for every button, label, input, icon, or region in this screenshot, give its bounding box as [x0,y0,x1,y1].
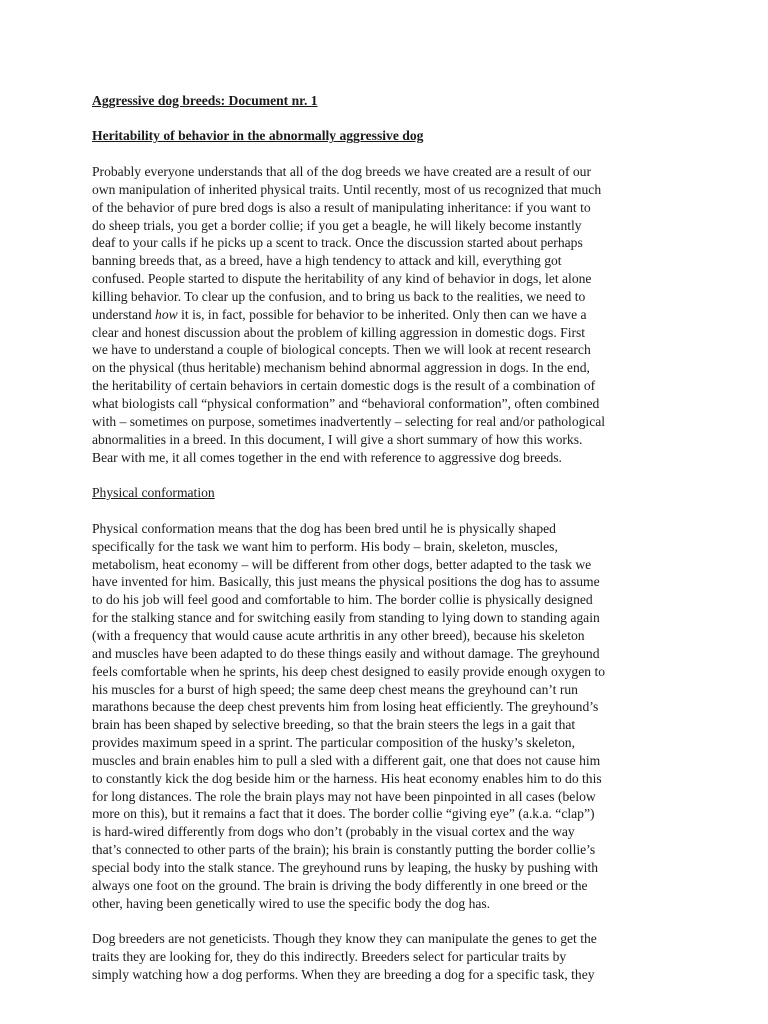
paragraph-line: for long distances. The role the brain plays may not have been pinpointed in all cases (below [92,788,596,804]
paragraph-line: his muscles for a burst of high speed; the same deep chest means the greyhound can’t run [92,681,578,697]
paragraph-line: specifically for the task we want him to perform. His body – brain, skeleton, muscles, [92,538,558,554]
document-title: Aggressive dog breeds: Document nr. 1 [92,93,318,108]
paragraph-line: clear and honest discussion about the problem of killing aggression in domestic dogs. First [92,324,586,340]
paragraph-line: traits they are looking for, they do this indirectly. Breeders select for particular traits by [92,949,567,965]
paragraph-line: Physical conformation means that the dog has been bred until he is physically shaped [92,520,556,536]
document-page [92,92,692,984]
paragraph-line: deaf to your calls if he picks up a scent to track. Once the discussion started about perhaps [92,235,583,251]
paragraph-line: have invented for him. Basically, this just means the physical positions the dog has to assume [92,574,600,590]
section-heading: Physical conformation [92,485,215,501]
spacer [92,466,692,484]
physical-conformation-paragraph [92,520,692,913]
paragraph-line: special body into the stalk stance. The greyhound runs by leaping, the husky by pushing with [92,859,599,875]
paragraph-line: muscles and brain enables him to pull a sled with a different gait, one that does not cause him [92,752,601,768]
paragraph-line: always one foot on the ground. The brain is driving the body differently in one breed or the [92,877,588,893]
paragraph-line: Bear with me, it all comes together in the end with reference to aggressive dog breeds. [92,449,562,465]
document-subtitle: Heritability of behavior in the abnormally aggressive dog [92,128,424,144]
paragraph-line: metabolism, heat economy – will be different from other dogs, better adapted to the task we [92,556,592,572]
paragraph-line: with – sometimes on purpose, sometimes inadvertently – selecting for real and/or pathological [92,413,606,429]
breeders-paragraph [92,930,692,984]
paragraph-line: do sheep trials, you get a border collie; if you get a beagle, he will likely become instantly [92,217,582,233]
emphasis-text: how [155,306,178,322]
line-text: it is, in fact, possible for behavior to be inherited. Only then can we have a [177,306,587,322]
paragraph-line: simply watching how a dog performs. When they are breeding a dog for a specific task, they [92,967,595,982]
paragraph-line: on the physical (thus heritable) mechanism behind abnormal aggression in dogs. In the end, [92,360,590,376]
paragraph-line: that’s connected to other parts of the brain); his brain is constantly putting the border collie’s [92,842,596,858]
paragraph-line: marathons because the deep chest prevents him from losing heat efficiently. The greyhound’s [92,699,599,715]
paragraph-line: Probably everyone understands that all of the dog breeds we have created are a result of our [92,164,591,180]
paragraph-line: and muscles have been adapted to do these things easily and without damage. The greyhound [92,645,600,661]
paragraph-line: we have to understand a couple of biological concepts. Then we will look at recent research [92,342,591,358]
spacer [92,145,692,163]
paragraph-line: feels comfortable when he sprints, his deep chest designed to easily provide enough oxygen to [92,663,606,679]
paragraph-line: confused. People started to dispute the heritability of any kind of behavior in dogs, let alone [92,271,592,287]
paragraph-line: own manipulation of inherited physical traits. Until recently, most of us recognized that much [92,181,602,197]
paragraph-line: to constantly kick the dog beside him or the harness. His heat economy enables him to do this [92,770,602,786]
paragraph-line: more on this), but it remains a fact that it does. The border collie “giving eye” (a.k.a. “clap”) [92,806,595,822]
paragraph-line: the heritability of certain behaviors in certain domestic dogs is the result of a combination of [92,378,596,394]
paragraph-line: brain has been shaped by selective breeding, so that the brain steers the legs in a gait that [92,717,576,733]
intro-paragraph [92,163,692,466]
paragraph-line: provides maximum speed in a sprint. The particular composition of the husky’s skeleton, [92,735,575,751]
paragraph-line: Dog breeders are not geneticists. Though they know they can manipulate the genes to get the [92,931,597,947]
paragraph-line: to do his job will feel good and comfortable to him. The border collie is physically designed [92,592,593,608]
paragraph-line: (with a frequency that would cause acute arthritis in any other breed), because his skeleton [92,627,585,643]
paragraph-line [92,306,692,324]
paragraph-line: for the stalking stance and for switching easily from standing to lying down to standing again [92,610,600,626]
paragraph-line: what biologists call “physical conformation” and “behavioral conformation”, often combined [92,396,600,411]
spacer [92,502,692,520]
line-text: understand [92,306,156,322]
paragraph-line: other, having been genetically wired to use the specific body the dog has. [92,895,491,911]
paragraph-line: banning breeds that, as a breed, have a high tendency to attack and kill, everything got [92,253,562,269]
paragraph-line: of the behavior of pure bred dogs is also a result of manipulating inheritance: if you want to [92,199,591,215]
spacer [92,912,692,930]
paragraph-line: killing behavior. To clear up the confusion, and to bring us back to the realities, we need to [92,288,586,304]
paragraph-line: is hard-wired differently from dogs who don’t (probably in the visual cortex and the way [92,824,575,840]
paragraph-line: abnormalities in a breed. In this document, I will give a short summary of how this works. [92,431,583,447]
